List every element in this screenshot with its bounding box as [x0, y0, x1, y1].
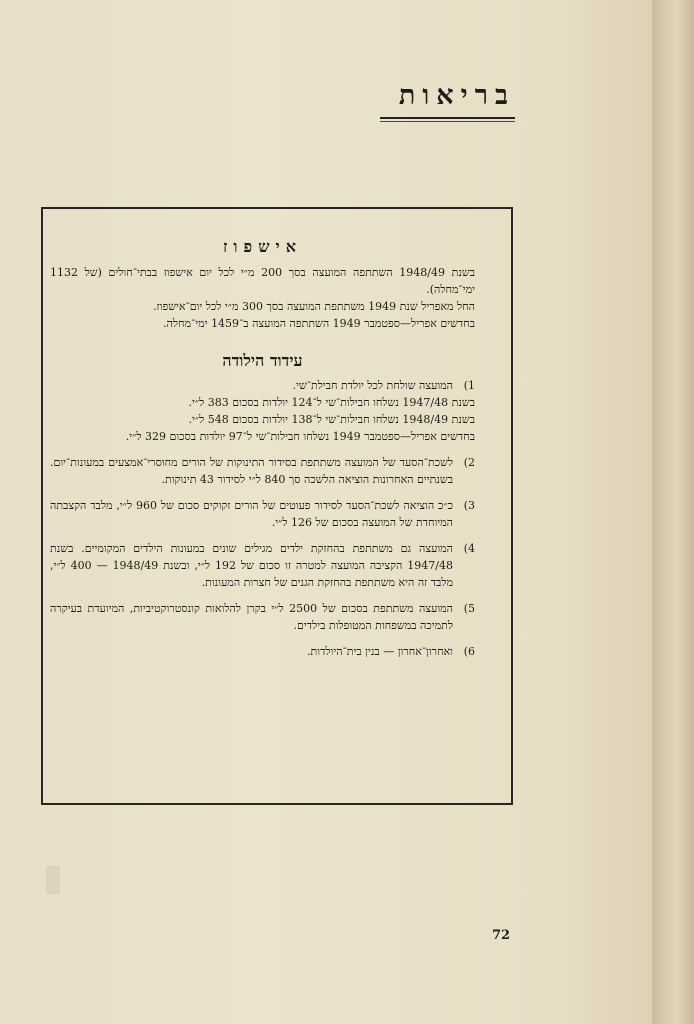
item-1-line-3: בשנת 1948/49 נשלחו חבילות־שי ל־138 יולדות בסכום 548 ל״י.	[188, 413, 475, 426]
list-item-6	[50, 643, 475, 660]
content-body	[50, 238, 475, 660]
page-edge	[652, 0, 694, 1024]
list-item-3	[50, 497, 475, 531]
list-item-2	[50, 454, 475, 488]
title-underline-thin	[380, 121, 515, 122]
hospitalization-heading: אישפוז	[222, 237, 303, 256]
item-2-text: לשכת־הסעד של המועצה משתתפת בסידור התינוקות של הורים מחוסרי־אמצעים במעונות־יום. בשנתיים האחרונות הוציאה הלשכה סך 840 ל״י לסידור 43 תינוקות.	[50, 456, 453, 486]
item-number: 3)	[463, 499, 475, 512]
item-number: 1)	[463, 379, 475, 392]
item-1-line-2: בשנת 1947/48 נשלחו חבילות־שי ל־124 יולדות בסכום 383 ל״י.	[188, 396, 475, 409]
item-number: 5)	[463, 602, 475, 615]
list-item-5	[50, 600, 475, 634]
birth-promotion-heading: עידוד הילודה	[222, 351, 303, 370]
item-number: 4)	[463, 542, 475, 555]
hospitalization-paragraph-3: בחדשים אפריל—ספטמבר 1949 השתתפה המועצה ב־1459 ימי־מחלה.	[163, 317, 475, 330]
item-1-line-4: בחדשים אפריל—ספטמבר 1949 נשלחו חבילות־שי ל־97 יולדות בסכום 329 ל״י.	[125, 430, 475, 443]
item-1-line-1: המועצה שולחת לכל יולדת חבילת־שי.	[292, 379, 453, 392]
item-6-text: ואחרון־אחרון — בנין בית־היולדות.	[307, 645, 453, 658]
item-4-text: המועצה גם משתתפת בהחזקת ילדים מגילים שונים במעונות הילדים המקומיים. בשנת 1947/48 הקציבה המועצה למטרה זו סכום של 192 ל״י, ובשנת 1948/49 — 400 ל״י, מלבד זה היא משתתפת בהחזקת הגנים של חצרות המעונות.	[50, 542, 453, 589]
page-number: 72	[491, 928, 511, 943]
section-title: בריאות	[398, 80, 515, 111]
faint-stamp-mark	[46, 866, 60, 894]
list-item-1	[50, 377, 475, 394]
item-5-text: המועצה משתתפת בסכום של 2500 ל״י בקרן להלואות קונסטרוקטיביות, המיועדת בעיקרה לתמיכה במשפחות המטופלות בילדים.	[50, 602, 453, 632]
list-item-4	[50, 540, 475, 591]
hospitalization-paragraph-1: בשנת 1948/49 השתתפה המועצה בסך 200 מ״י לכל יום אישפוז בבתי־חולים (של 1132 ימי־מחלה).	[50, 266, 475, 296]
item-number: 2)	[463, 456, 475, 469]
hospitalization-paragraph-2: החל מאפריל שנת 1949 משתתפת המועצה בסך 300 מ״י לכל יום־אישפוז.	[153, 300, 475, 313]
item-3-text: כ״כ הוציאה לשכת־הסעד לסידור פעוטים של הורים זקוקים סכום של 960 ל״י, מלבד הקצבתה המיוחדת של המועצה בסכום של 126 ל״י.	[50, 499, 453, 529]
item-number: 6)	[463, 645, 475, 658]
title-underline	[380, 117, 515, 119]
